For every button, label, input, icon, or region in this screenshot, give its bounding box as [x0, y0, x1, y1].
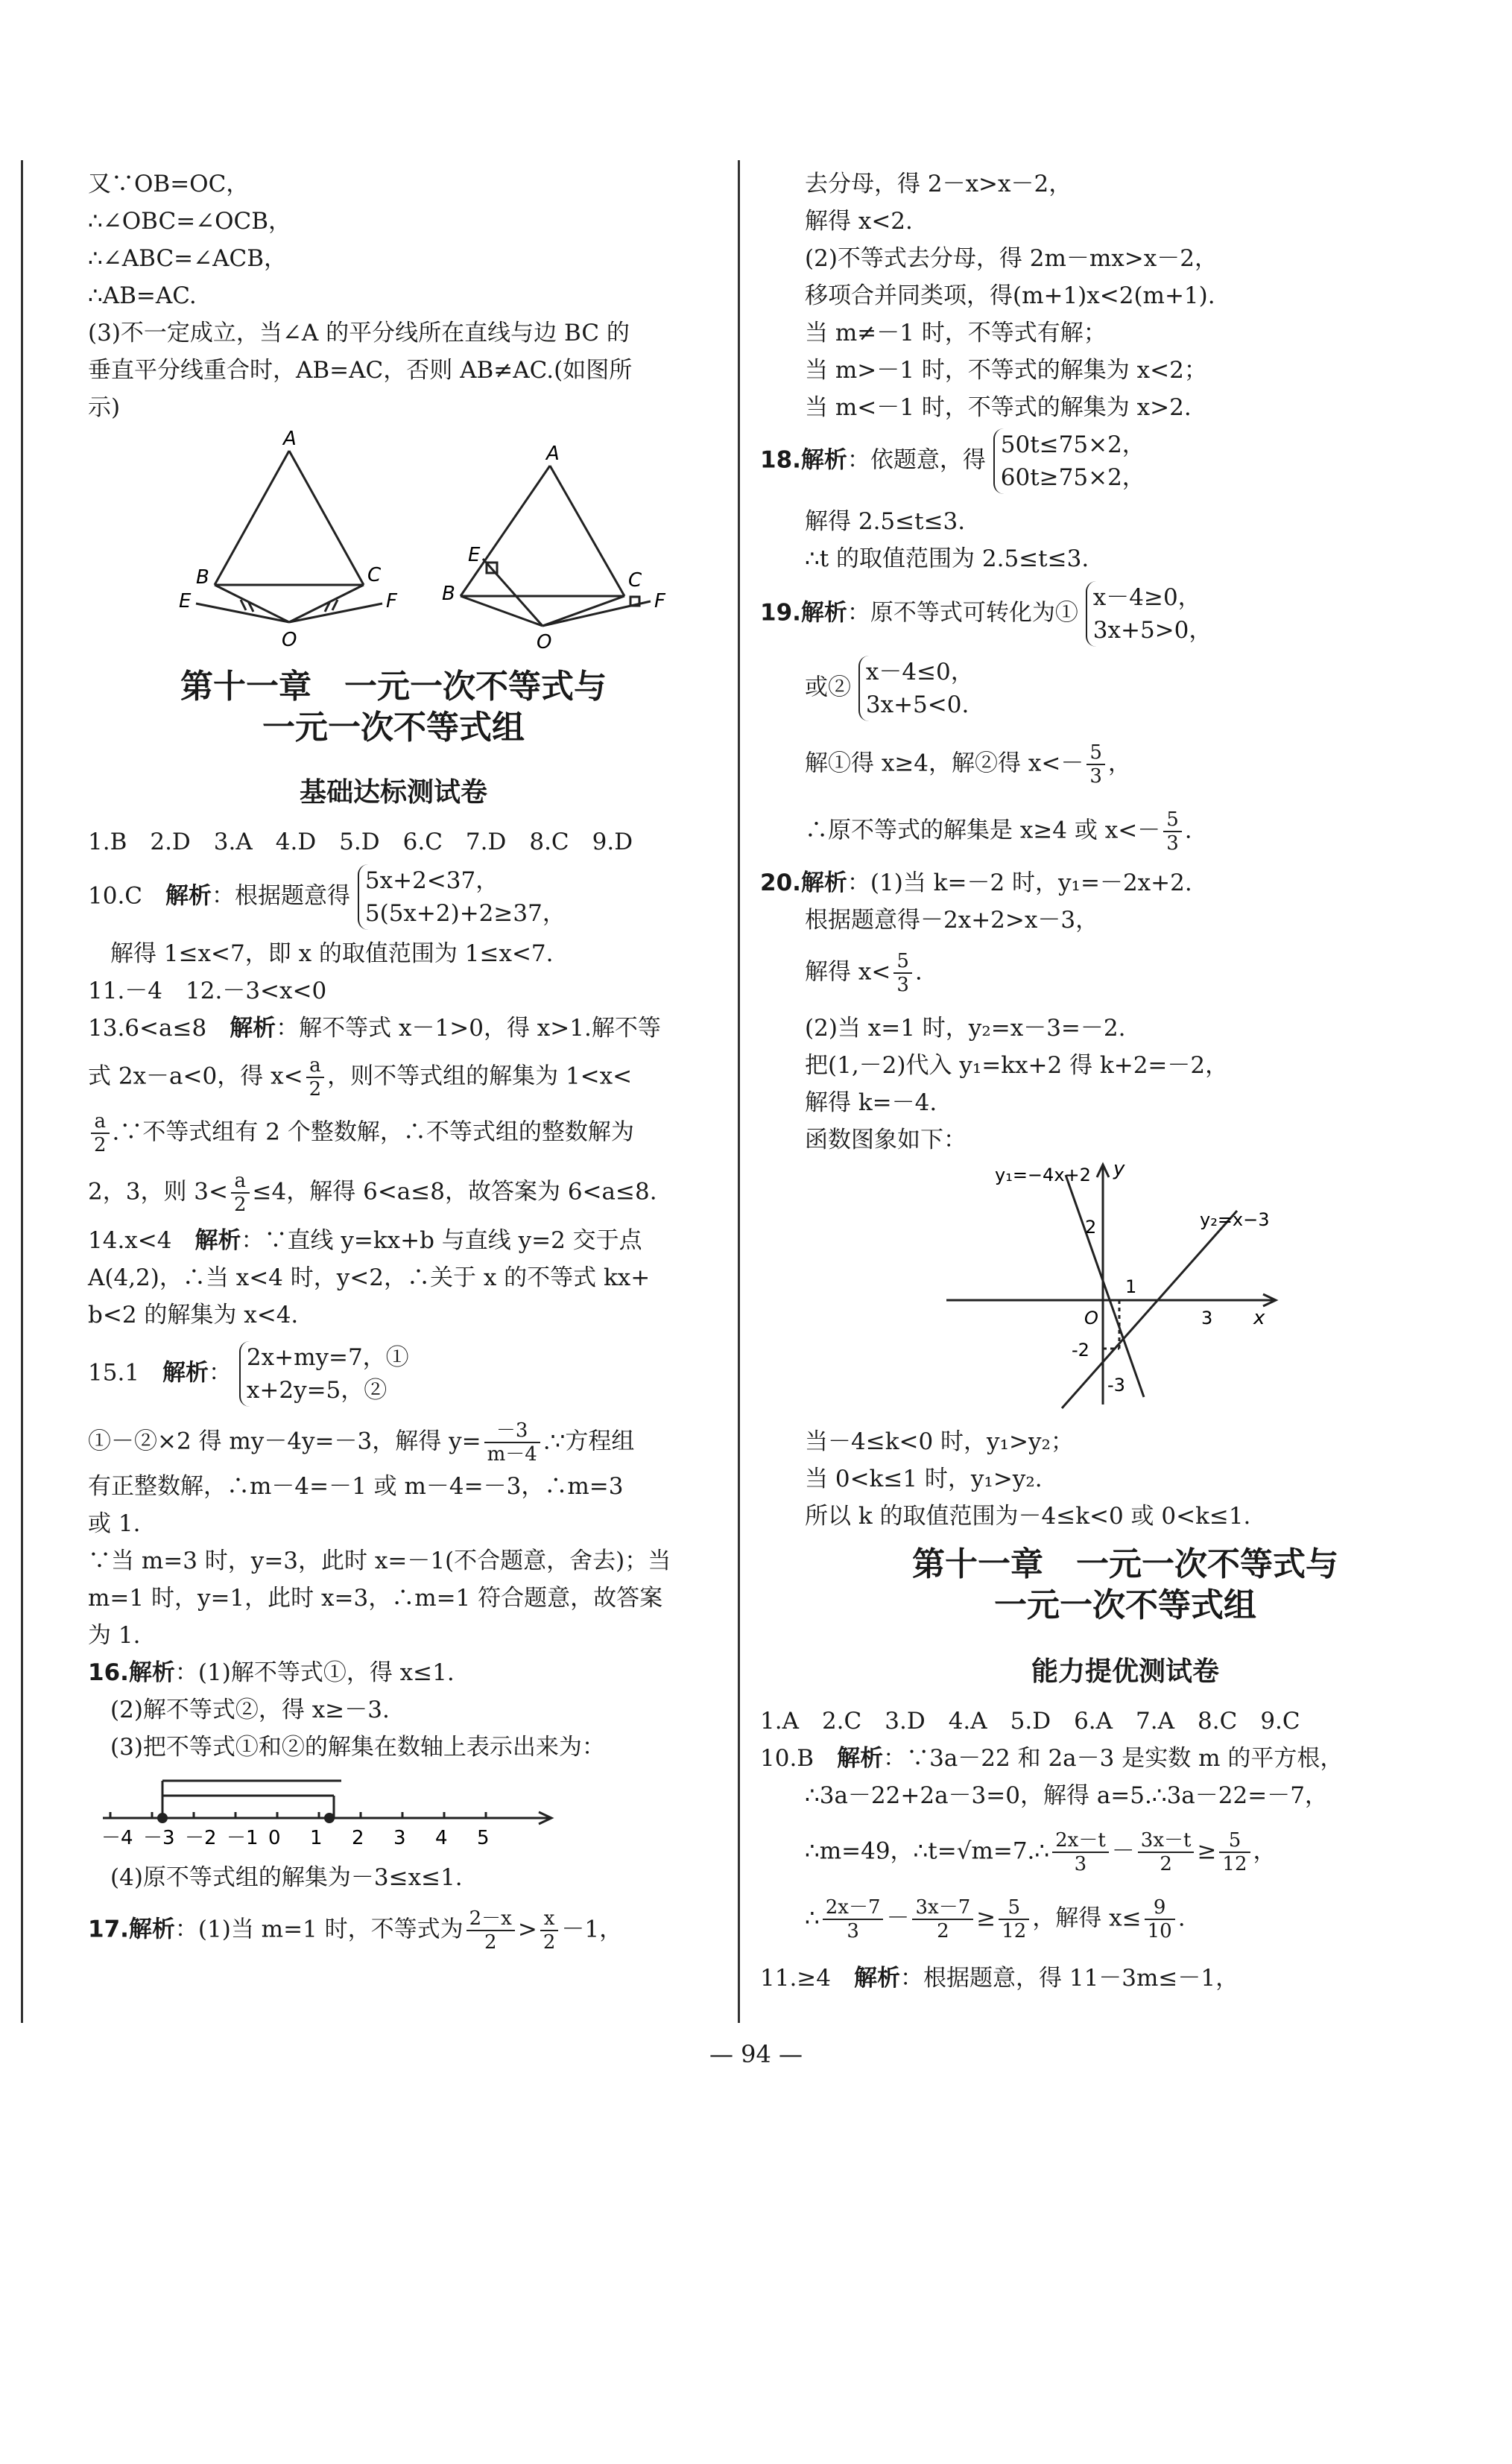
tick-label: －1: [227, 1827, 259, 1849]
label-a: A: [546, 443, 560, 465]
solid-endpoint: [324, 1813, 335, 1823]
tick-label: 0: [268, 1827, 281, 1849]
answer-line: ∴3a－22+2a－3=0，解得 a=5.∴3a－22=－7，: [805, 1782, 1328, 1809]
answer-line: 所以 k 的取值范围为－4≤k<0 或 0<k≤1.: [805, 1503, 1251, 1530]
tick-1: 1: [1125, 1276, 1137, 1297]
answer-line: ∴m=49，∴t=√m=7.∴ $\frac{2x-t}{3}$ － $\frac{3x-t}{2}$ ≥ $\frac{5}{12}$ ，: [805, 1829, 1277, 1875]
tick-3: 3: [1201, 1308, 1213, 1328]
label-a: A: [283, 428, 297, 450]
answer-line: 解得 x< $\frac{5}{3}$ .: [805, 950, 923, 996]
triangle-figures: [170, 428, 692, 652]
tick-2: 2: [1085, 1217, 1097, 1238]
chapter-title-line2: 一元一次不等式组: [262, 709, 525, 747]
answer-p11: 11.≥4 解析：根据题意，得 11－3m≤－1，: [760, 1965, 1239, 1992]
answer-p10: 10.B 解析：∵3a－22 和 2a－3 是实数 m 的平方根，: [760, 1745, 1344, 1772]
test-subtitle: 基础达标测试卷: [299, 777, 487, 808]
answer-line: 根据题意得－2x+2>x－3，: [805, 907, 1099, 934]
answer-line: 11.－4 12.－3<x<0: [88, 978, 327, 1004]
tick-minus-2: -2: [1072, 1340, 1089, 1361]
label-y2: y₂=x−3: [1200, 1209, 1270, 1230]
answer-line: 或② x－4≤0， 3x+5<0.: [805, 656, 974, 721]
tick-label: －4: [101, 1827, 133, 1849]
label-x: x: [1253, 1307, 1265, 1329]
answer-line: 当 m<－1 时，不等式的解集为 x>2.: [805, 394, 1192, 421]
answer-q19: 19.解析：原不等式可转化为① x－4≥0， 3x+5>0，: [760, 581, 1212, 647]
answer-q15: 15.1 解析： 2x+my=7，① x+2y=5，②: [88, 1341, 409, 1407]
tick-label: 4: [435, 1827, 448, 1849]
answer-line: m=1 时，y=1，此时 x=3，∴m=1 符合题意，故答案: [88, 1585, 663, 1612]
function-graph: [946, 1159, 1289, 1412]
answer-line: 把(1,－2)代入 y₁=kx+2 得 k+2=－2，: [805, 1052, 1229, 1079]
answer-line: (4)原不等式组的解集为－3≤x≤1.: [110, 1864, 463, 1891]
label-y1: y₁=−4x+2: [995, 1165, 1091, 1185]
proof-line: (3)不一定成立，当∠A 的平分线所在直线与边 BC 的: [88, 320, 630, 346]
answer-line: $\frac{a}{2}$ .∵不等式组有 2 个整数解，∴不等式组的整数解为: [88, 1110, 634, 1156]
answer-line: 1.B 2.D 3.A 4.D 5.D 6.C 7.D 8.C 9.D: [88, 829, 633, 855]
answer-q13: 13.6<a≤8 解析：解不等式 x－1>0，得 x>1.解不等: [88, 1015, 661, 1042]
page-number: — 94 —: [709, 2040, 803, 2068]
tick-label: －3: [143, 1827, 175, 1849]
answer-line: 解得 x<2.: [805, 208, 913, 235]
proof-line: 垂直平分线重合时，AB=AC，否则 AB≠AC.(如图所: [88, 357, 633, 384]
answer-line: 解①得 x≥4，解②得 x<－ $\frac{5}{3}$ ，: [805, 741, 1131, 788]
answer-q16: 16.解析：(1)解不等式①，得 x≤1.: [88, 1659, 455, 1686]
figure-isosceles: [196, 451, 382, 622]
answer-line: (2)当 x=1 时，y₂=x－3=－2.: [805, 1015, 1126, 1042]
proof-line: ∴∠ABC=∠ACB，: [88, 245, 287, 272]
answer-line: ∵当 m=3 时，y=3，此时 x=－1(不合题意，舍去)；当: [88, 1548, 671, 1574]
column-divider: [738, 160, 740, 2023]
label-b: B: [196, 566, 209, 589]
label-y: y: [1113, 1159, 1125, 1180]
answer-line: ∴t 的取值范围为 2.5≤t≤3.: [805, 545, 1089, 572]
tick-minus-3: -3: [1107, 1375, 1125, 1396]
answer-q17: 17.解析：(1)当 m=1 时，不等式为 $\frac{2-x}{2}$ > $\frac{x}{2}$ －1，: [88, 1907, 623, 1954]
tick-label: 3: [393, 1827, 406, 1849]
chapter-title-line2: 一元一次不等式组: [994, 1586, 1256, 1624]
chapter-title: 第十一章 一元一次不等式与: [180, 668, 607, 706]
answer-q14: 14.x<4 解析：∵直线 y=kx+b 与直线 y=2 交于点: [88, 1227, 642, 1254]
answer-line: ∴ $\frac{2x-7}{3}$ － $\frac{3x-7}{2}$ ≥ $\frac{5}{12}$ ，解得 x≤ $\frac{9}{10}$ .: [805, 1896, 1186, 1942]
origin: O: [1084, 1308, 1098, 1328]
number-line: [95, 1773, 572, 1855]
answer-line: 当 m≠－1 时，不等式有解；: [805, 320, 1107, 346]
tick-label: 2: [352, 1827, 364, 1849]
solid-endpoint: [157, 1813, 168, 1823]
answer-q18: 18.解析：依题意，得 50t≤75×2， 60t≥75×2，: [760, 428, 1145, 494]
answer-line: 解得 1≤x<7，即 x 的取值范围为 1≤x<7.: [110, 940, 554, 967]
answer-line: (2)解不等式②，得 x≥－3.: [110, 1697, 390, 1723]
answer-q20: 20.解析：(1)当 k=－2 时，y₁=－2x+2.: [760, 870, 1192, 896]
test-subtitle: 能力提优测试卷: [1031, 1656, 1219, 1687]
answer-line: 式 2x－a<0，得 x< $\frac{a}{2}$ ，则不等式组的解集为 1<x<: [88, 1054, 633, 1100]
tick-label: －2: [185, 1827, 217, 1849]
label-e: E: [179, 590, 192, 612]
answer-line: ∴原不等式的解集是 x≥4 或 x<－ $\frac{5}{3}$ .: [805, 808, 1192, 855]
answer-line: ①－②×2 得 my－4y=－3，解得 y= $\frac{-3}{m-4}$ .∵方程组: [88, 1419, 635, 1466]
label-f: F: [654, 590, 665, 612]
answer-line: 解得 k=－4.: [805, 1089, 937, 1116]
answer-line: 移项合并同类项，得(m+1)x<2(m+1).: [805, 282, 1215, 309]
proof-line: ∴∠OBC=∠OCB，: [88, 208, 292, 235]
answer-line: 去分母，得 2－x>x－2，: [805, 171, 1072, 197]
answer-line: 有正整数解，∴m－4=－1 或 m－4=－3，∴m=3: [88, 1473, 624, 1500]
answer-line: (3)把不等式①和②的解集在数轴上表示出来为：: [110, 1734, 605, 1761]
figure-scalene: [461, 466, 651, 626]
answer-line: 为 1.: [88, 1622, 141, 1649]
label-f: F: [386, 590, 397, 612]
answer-line: 或 1.: [88, 1510, 141, 1537]
label-o: O: [537, 631, 552, 652]
answer-line: 1.A 2.C 3.D 4.A 5.D 6.A 7.A 8.C 9.C: [760, 1708, 1300, 1735]
tick-label: 1: [310, 1827, 323, 1849]
proof-line: 又∵OB=OC，: [88, 171, 250, 197]
answer-line: b<2 的解集为 x<4.: [88, 1302, 299, 1328]
answer-line: A(4,2)，∴当 x<4 时，y<2，∴关于 x 的不等式 kx+: [88, 1264, 651, 1291]
label-c: C: [628, 569, 642, 592]
answer-line: 当－4≤k<0 时，y₁>y₂；: [805, 1428, 1074, 1455]
answer-line: 当 m>－1 时，不等式的解集为 x<2；: [805, 357, 1207, 384]
label-b: B: [442, 583, 455, 605]
tick-label: 5: [477, 1827, 490, 1849]
proof-line: ∴AB=AC.: [88, 282, 197, 309]
answer-line: 函数图象如下：: [805, 1127, 967, 1153]
answer-line: 2，3，则 3< $\frac{a}{2}$ ≤4，解得 6<a≤8，故答案为 6<a≤8.: [88, 1170, 657, 1216]
answer-line: (2)不等式去分母，得 2m－mx>x－2，: [805, 245, 1218, 272]
chapter-title: 第十一章 一元一次不等式与: [912, 1545, 1338, 1583]
answer-line: 解得 2.5≤t≤3.: [805, 508, 966, 535]
label-e: E: [468, 544, 481, 566]
proof-line: 示): [88, 394, 121, 421]
left-margin-rule: [21, 160, 23, 2023]
label-o: O: [282, 629, 297, 651]
answer-line: 当 0<k≤1 时，y₁>y₂.: [805, 1466, 1043, 1492]
answer-q10: 10.C 解析：根据题意得 5x+2<37， 5(5x+2)+2≥37，: [88, 864, 566, 930]
label-c: C: [367, 564, 382, 586]
